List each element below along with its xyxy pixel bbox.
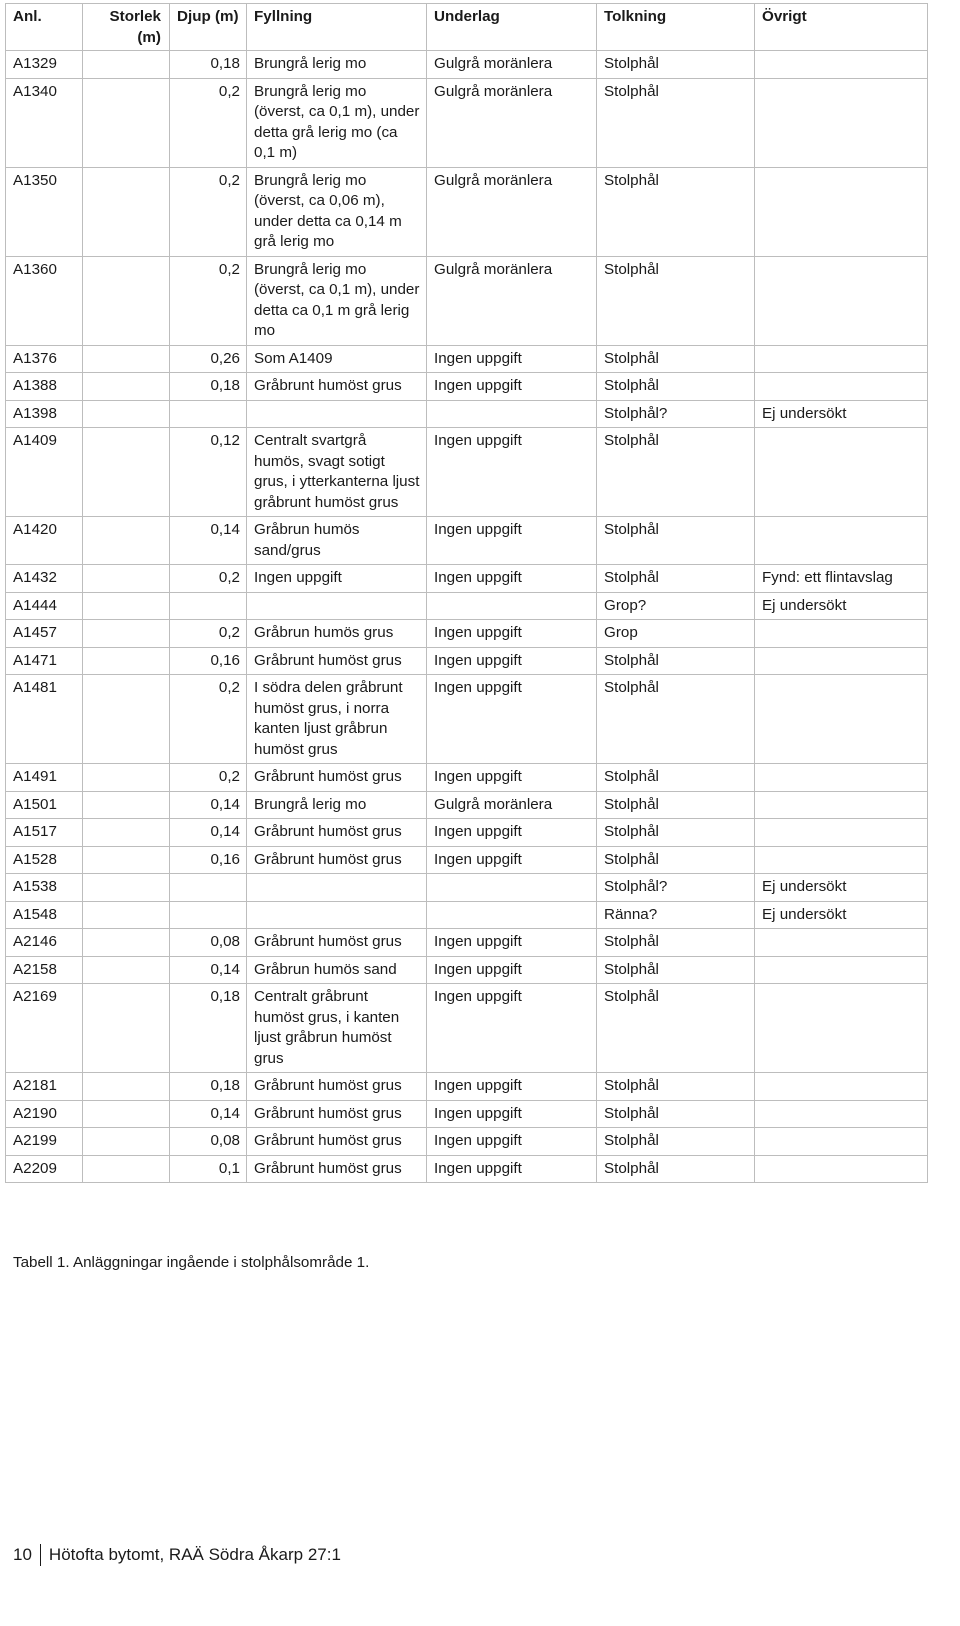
table-row — [6, 428, 928, 517]
cell-storlek — [83, 1128, 170, 1156]
cell-underlag: Gulgrå moränlera — [427, 791, 597, 819]
cell-fyllning: Som A1409 — [247, 345, 427, 373]
cell-ovrigt: Fynd: ett flintavslag — [755, 565, 928, 593]
cell-ovrigt — [755, 1100, 928, 1128]
cell-underlag: Ingen uppgift — [427, 956, 597, 984]
cell-storlek — [83, 647, 170, 675]
cell-djup: 0,14 — [170, 791, 247, 819]
cell-anl: A1471 — [6, 647, 83, 675]
cell-djup: 0,26 — [170, 345, 247, 373]
table-body — [6, 51, 928, 1183]
cell-fyllning: Gråbrun humös sand/grus — [247, 517, 427, 565]
cell-fyllning: Gråbrunt humöst grus — [247, 1128, 427, 1156]
cell-fyllning: Gråbrunt humöst grus — [247, 846, 427, 874]
page-number: 10 — [13, 1545, 32, 1564]
table-row — [6, 791, 928, 819]
table-row — [6, 764, 928, 792]
cell-fyllning: Ingen uppgift — [247, 565, 427, 593]
cell-underlag: Gulgrå moränlera — [427, 78, 597, 167]
table-row — [6, 517, 928, 565]
cell-djup: 0,14 — [170, 956, 247, 984]
cell-anl: A1398 — [6, 400, 83, 428]
features-table — [5, 3, 928, 1183]
cell-ovrigt — [755, 956, 928, 984]
table-row — [6, 592, 928, 620]
cell-storlek — [83, 620, 170, 648]
header-underlag: Underlag — [427, 4, 597, 51]
cell-djup: 0,2 — [170, 167, 247, 256]
cell-tolkning: Stolphål — [597, 345, 755, 373]
cell-storlek — [83, 929, 170, 957]
cell-ovrigt — [755, 373, 928, 401]
table-row — [6, 400, 928, 428]
cell-tolkning: Stolphål — [597, 956, 755, 984]
cell-ovrigt — [755, 428, 928, 517]
cell-djup: 0,12 — [170, 428, 247, 517]
cell-djup: 0,18 — [170, 1073, 247, 1101]
table-row — [6, 167, 928, 256]
cell-anl: A1491 — [6, 764, 83, 792]
cell-djup: 0,14 — [170, 1100, 247, 1128]
cell-djup: 0,16 — [170, 846, 247, 874]
cell-djup: 0,18 — [170, 51, 247, 79]
cell-anl: A1517 — [6, 819, 83, 847]
cell-storlek — [83, 764, 170, 792]
cell-fyllning: Centralt svartgrå humös, svagt sotigt grus, i ytterkanterna ljust gråbrunt humöst grus — [247, 428, 427, 517]
cell-ovrigt: Ej undersökt — [755, 400, 928, 428]
cell-tolkning: Stolphål — [597, 984, 755, 1073]
cell-underlag: Ingen uppgift — [427, 517, 597, 565]
cell-tolkning: Stolphål — [597, 764, 755, 792]
cell-tolkning: Ränna? — [597, 901, 755, 929]
cell-fyllning: Gråbrunt humöst grus — [247, 1073, 427, 1101]
cell-anl: A1444 — [6, 592, 83, 620]
cell-ovrigt — [755, 1155, 928, 1183]
cell-storlek — [83, 791, 170, 819]
cell-djup: 0,2 — [170, 675, 247, 764]
cell-ovrigt — [755, 929, 928, 957]
cell-storlek — [83, 592, 170, 620]
cell-fyllning: Centralt gråbrunt humöst grus, i kanten ljust gråbrun humöst grus — [247, 984, 427, 1073]
cell-fyllning: Brungrå lerig mo (överst, ca 0,1 m), under detta grå lerig mo (ca 0,1 m) — [247, 78, 427, 167]
cell-tolkning: Stolphål — [597, 675, 755, 764]
table-row — [6, 620, 928, 648]
cell-anl: A1360 — [6, 256, 83, 345]
cell-djup — [170, 400, 247, 428]
cell-underlag: Gulgrå moränlera — [427, 167, 597, 256]
cell-anl: A1432 — [6, 565, 83, 593]
cell-underlag: Ingen uppgift — [427, 1128, 597, 1156]
table-row — [6, 846, 928, 874]
table-row — [6, 51, 928, 79]
cell-ovrigt — [755, 517, 928, 565]
cell-ovrigt — [755, 647, 928, 675]
cell-underlag: Ingen uppgift — [427, 345, 597, 373]
cell-djup — [170, 592, 247, 620]
cell-djup: 0,2 — [170, 256, 247, 345]
cell-ovrigt — [755, 846, 928, 874]
cell-tolkning: Stolphål — [597, 929, 755, 957]
cell-anl: A2190 — [6, 1100, 83, 1128]
cell-underlag: Ingen uppgift — [427, 929, 597, 957]
cell-underlag: Ingen uppgift — [427, 846, 597, 874]
cell-tolkning: Stolphål — [597, 51, 755, 79]
cell-storlek — [83, 345, 170, 373]
cell-storlek — [83, 819, 170, 847]
table-row — [6, 1073, 928, 1101]
cell-ovrigt — [755, 764, 928, 792]
cell-anl: A1501 — [6, 791, 83, 819]
cell-anl: A2181 — [6, 1073, 83, 1101]
cell-djup: 0,2 — [170, 620, 247, 648]
cell-tolkning: Stolphål — [597, 647, 755, 675]
cell-tolkning: Grop? — [597, 592, 755, 620]
cell-anl: A2209 — [6, 1155, 83, 1183]
cell-djup: 0,18 — [170, 984, 247, 1073]
cell-anl: A2169 — [6, 984, 83, 1073]
cell-storlek — [83, 874, 170, 902]
cell-storlek — [83, 78, 170, 167]
cell-storlek — [83, 256, 170, 345]
cell-storlek — [83, 373, 170, 401]
cell-underlag: Ingen uppgift — [427, 764, 597, 792]
cell-anl: A1376 — [6, 345, 83, 373]
cell-tolkning: Stolphål — [597, 791, 755, 819]
table-row — [6, 647, 928, 675]
cell-tolkning: Stolphål — [597, 517, 755, 565]
cell-tolkning: Stolphål — [597, 78, 755, 167]
cell-tolkning: Stolphål — [597, 1073, 755, 1101]
cell-tolkning: Stolphål — [597, 1100, 755, 1128]
cell-fyllning: Gråbrunt humöst grus — [247, 1100, 427, 1128]
cell-djup: 0,2 — [170, 764, 247, 792]
cell-underlag: Ingen uppgift — [427, 1155, 597, 1183]
cell-underlag — [427, 400, 597, 428]
cell-storlek — [83, 1100, 170, 1128]
cell-tolkning: Stolphål — [597, 565, 755, 593]
cell-underlag: Ingen uppgift — [427, 620, 597, 648]
cell-tolkning: Stolphål — [597, 256, 755, 345]
cell-storlek — [83, 517, 170, 565]
cell-ovrigt — [755, 819, 928, 847]
cell-ovrigt — [755, 345, 928, 373]
header-storlek: Storlek (m) — [83, 4, 170, 51]
table-header-row — [6, 4, 928, 51]
table-row — [6, 345, 928, 373]
cell-fyllning: Gråbrun humös sand — [247, 956, 427, 984]
cell-underlag: Gulgrå moränlera — [427, 256, 597, 345]
cell-anl: A1420 — [6, 517, 83, 565]
cell-fyllning: Brungrå lerig mo — [247, 791, 427, 819]
cell-anl: A1329 — [6, 51, 83, 79]
cell-storlek — [83, 956, 170, 984]
table-row — [6, 1128, 928, 1156]
table-row — [6, 984, 928, 1073]
header-anl: Anl. — [6, 4, 83, 51]
cell-ovrigt: Ej undersökt — [755, 901, 928, 929]
cell-fyllning — [247, 400, 427, 428]
cell-storlek — [83, 428, 170, 517]
table-row — [6, 874, 928, 902]
cell-fyllning: Brungrå lerig mo — [247, 51, 427, 79]
cell-djup: 0,14 — [170, 819, 247, 847]
cell-ovrigt — [755, 51, 928, 79]
cell-storlek — [83, 1155, 170, 1183]
table-row — [6, 1100, 928, 1128]
cell-anl: A1340 — [6, 78, 83, 167]
cell-ovrigt — [755, 620, 928, 648]
cell-anl: A1481 — [6, 675, 83, 764]
cell-underlag: Ingen uppgift — [427, 675, 597, 764]
cell-fyllning: Gråbrunt humöst grus — [247, 647, 427, 675]
cell-fyllning — [247, 901, 427, 929]
cell-djup: 0,2 — [170, 78, 247, 167]
cell-djup: 0,08 — [170, 1128, 247, 1156]
cell-fyllning: Gråbrunt humöst grus — [247, 373, 427, 401]
cell-anl: A1538 — [6, 874, 83, 902]
cell-storlek — [83, 901, 170, 929]
cell-fyllning — [247, 592, 427, 620]
table-row — [6, 675, 928, 764]
cell-fyllning: Gråbrunt humöst grus — [247, 929, 427, 957]
cell-storlek — [83, 167, 170, 256]
cell-storlek — [83, 675, 170, 764]
cell-fyllning: Gråbrunt humöst grus — [247, 819, 427, 847]
cell-tolkning: Stolphål — [597, 1128, 755, 1156]
header-ovrigt: Övrigt — [755, 4, 928, 51]
cell-storlek — [83, 984, 170, 1073]
cell-ovrigt — [755, 167, 928, 256]
cell-storlek — [83, 400, 170, 428]
cell-tolkning: Stolphål — [597, 373, 755, 401]
cell-djup: 0,16 — [170, 647, 247, 675]
cell-ovrigt — [755, 1073, 928, 1101]
cell-underlag: Ingen uppgift — [427, 565, 597, 593]
table-row — [6, 929, 928, 957]
cell-underlag: Ingen uppgift — [427, 373, 597, 401]
cell-underlag: Ingen uppgift — [427, 1073, 597, 1101]
cell-djup: 0,2 — [170, 565, 247, 593]
page-footer — [13, 1544, 341, 1566]
cell-underlag: Ingen uppgift — [427, 1100, 597, 1128]
cell-anl: A1548 — [6, 901, 83, 929]
table-row — [6, 373, 928, 401]
cell-tolkning: Stolphål — [597, 819, 755, 847]
cell-storlek — [83, 846, 170, 874]
table-row — [6, 819, 928, 847]
cell-underlag: Gulgrå moränlera — [427, 51, 597, 79]
cell-underlag — [427, 874, 597, 902]
cell-ovrigt — [755, 984, 928, 1073]
cell-ovrigt: Ej undersökt — [755, 592, 928, 620]
cell-underlag: Ingen uppgift — [427, 647, 597, 675]
cell-anl: A1350 — [6, 167, 83, 256]
table-row — [6, 1155, 928, 1183]
cell-fyllning: Brungrå lerig mo (överst, ca 0,1 m), under detta ca 0,1 m grå lerig mo — [247, 256, 427, 345]
cell-ovrigt — [755, 791, 928, 819]
cell-djup: 0,14 — [170, 517, 247, 565]
header-djup: Djup (m) — [170, 4, 247, 51]
header-tolkning: Tolkning — [597, 4, 755, 51]
cell-tolkning: Stolphål — [597, 428, 755, 517]
cell-djup: 0,08 — [170, 929, 247, 957]
cell-tolkning: Grop — [597, 620, 755, 648]
cell-underlag — [427, 592, 597, 620]
cell-underlag: Ingen uppgift — [427, 984, 597, 1073]
cell-underlag: Ingen uppgift — [427, 819, 597, 847]
table-row — [6, 565, 928, 593]
table-row — [6, 78, 928, 167]
cell-underlag — [427, 901, 597, 929]
header-fyllning: Fyllning — [247, 4, 427, 51]
cell-fyllning: Gråbrunt humöst grus — [247, 1155, 427, 1183]
table-row — [6, 956, 928, 984]
cell-anl: A2158 — [6, 956, 83, 984]
cell-tolkning: Stolphål? — [597, 400, 755, 428]
cell-tolkning: Stolphål — [597, 846, 755, 874]
table-row — [6, 901, 928, 929]
cell-tolkning: Stolphål? — [597, 874, 755, 902]
cell-fyllning: Gråbrun humös grus — [247, 620, 427, 648]
cell-djup — [170, 901, 247, 929]
cell-tolkning: Stolphål — [597, 167, 755, 256]
cell-tolkning: Stolphål — [597, 1155, 755, 1183]
cell-djup: 0,18 — [170, 373, 247, 401]
cell-fyllning: Brungrå lerig mo (överst, ca 0,06 m), under detta ca 0,14 m grå lerig mo — [247, 167, 427, 256]
cell-ovrigt — [755, 1128, 928, 1156]
cell-storlek — [83, 51, 170, 79]
cell-storlek — [83, 565, 170, 593]
cell-anl: A1528 — [6, 846, 83, 874]
cell-anl: A1409 — [6, 428, 83, 517]
table-caption: Tabell 1. Anläggningar ingående i stolphålsområde 1. — [13, 1254, 370, 1271]
cell-ovrigt — [755, 256, 928, 345]
footer-title: Hötofta bytomt, RAÄ Södra Åkarp 27:1 — [48, 1545, 341, 1564]
cell-anl: A1388 — [6, 373, 83, 401]
cell-fyllning: I södra delen gråbrunt humöst grus, i norra kanten ljust gråbrun humöst grus — [247, 675, 427, 764]
cell-anl: A2146 — [6, 929, 83, 957]
cell-djup — [170, 874, 247, 902]
cell-anl: A2199 — [6, 1128, 83, 1156]
cell-underlag: Ingen uppgift — [427, 428, 597, 517]
cell-anl: A1457 — [6, 620, 83, 648]
cell-ovrigt — [755, 675, 928, 764]
footer-divider — [40, 1544, 41, 1566]
table-row — [6, 256, 928, 345]
cell-fyllning: Gråbrunt humöst grus — [247, 764, 427, 792]
cell-djup: 0,1 — [170, 1155, 247, 1183]
cell-storlek — [83, 1073, 170, 1101]
cell-ovrigt: Ej undersökt — [755, 874, 928, 902]
cell-fyllning — [247, 874, 427, 902]
cell-ovrigt — [755, 78, 928, 167]
